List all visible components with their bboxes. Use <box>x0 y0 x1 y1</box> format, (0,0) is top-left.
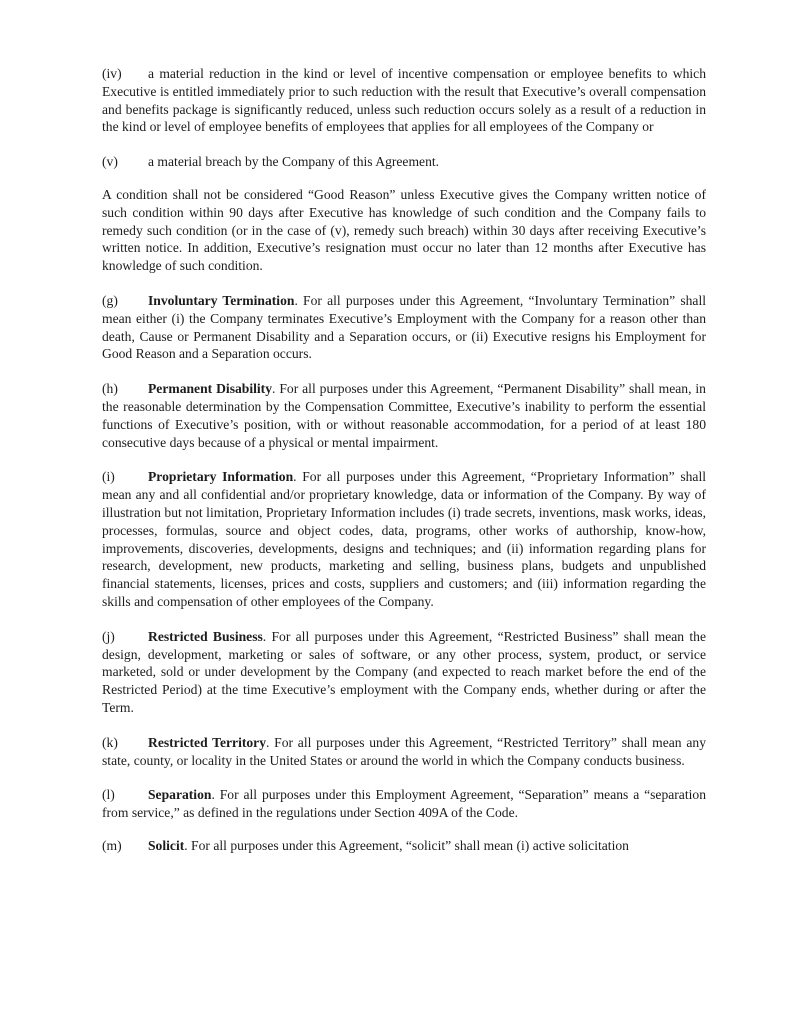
paragraph-marker: (i) <box>102 469 115 485</box>
paragraph-g-involuntary-termination <box>102 292 706 363</box>
paragraph-j-restricted-business <box>102 628 706 717</box>
paragraph-marker: (iv) <box>102 66 122 81</box>
paragraph-heading: Proprietary Information <box>148 469 294 485</box>
paragraph-text: a material reduction in the kind or level of incentive compensation or employee benefits to which Executive is entitled immediately prior to such reduction with the result that Executive’s overall compensation and benefits package is significantly reduced, unless such reduction occurs solely as a result of a reduction in the kind or level of employee benefits of employees that applies for all employees of the Company or <box>102 66 706 135</box>
paragraph-text: A condition shall not be considered “Good Reason” unless Executive gives the Company written notice of such condition within 90 days after Executive has knowledge of such condition and the Company fails to remedy such condition (or in the case of (v), remedy such breach) within 30 days after receiving Executive’s written notice. In addition, Executive’s resignation must occur no later than 12 months after Executive has knowledge of such condition. <box>102 186 706 274</box>
paragraph-iv <box>102 65 706 136</box>
paragraph-text: . For all purposes under this Agreement, “Restricted Business” shall mean the design, development, marketing or sales of software, or any other process, system, product, or service marketed, sold or under development by the Company (and expected to reach market before the end of the Restricted Period) at the time Executive’s employment with the Company ends, whether during or after the Term. <box>102 628 706 715</box>
paragraph-text: a material breach by the Company of this Agreement. <box>148 154 440 170</box>
paragraph-text: . For all purposes under this Agreement, “Involuntary Termination” shall mean either (i) the Company terminates Executive’s Employment with the Company for a reason other than death, Cause or Permanent Disability and a Separation occurs, or (ii) Executive resigns his Employment for Good Reason and a Separation occurs. <box>102 292 706 362</box>
paragraph-marker: (v) <box>102 154 118 170</box>
paragraph-heading: Separation <box>148 787 212 803</box>
paragraph-text: . For all purposes under this Agreement, “solicit” shall mean (i) active solicitation <box>184 837 629 853</box>
paragraph-good-reason-condition <box>102 186 706 275</box>
paragraph-v <box>102 153 706 171</box>
paragraph-heading: Permanent Disability <box>148 381 272 397</box>
paragraph-marker: (g) <box>102 292 118 308</box>
paragraph-h-permanent-disability <box>102 380 706 451</box>
paragraph-heading: Restricted Territory <box>148 734 266 750</box>
paragraph-i-proprietary-information <box>102 468 706 610</box>
paragraph-heading: Solicit <box>148 837 185 853</box>
paragraph-marker: (j) <box>102 628 115 644</box>
document-page <box>102 65 706 872</box>
paragraph-text: . For all purposes under this Agreement, “Proprietary Information” shall mean any and all confidential and/or proprietary knowledge, data or information of the Company. By way of illustration but not limitation, Proprietary Information includes (i) trade secrets, inventions, mask works, ideas, processes, formulas, source and object codes, data, programs, other works of authorship, know-how, improvements, discoveries, developments, designs and techniques; and (ii) information regarding plans for research, development, new products, marketing and selling, business plans, budgets and unpublished financial statements, licenses, prices and costs, suppliers and customers; and (iii) information regarding the skills and compensation of other employees of the Company. <box>102 469 707 609</box>
paragraph-marker: (h) <box>102 381 118 397</box>
paragraph-text: . For all purposes under this Employment Agreement, “Separation” means a “separation from service,” as defined in the regulations under Section 409A of the Code. <box>102 787 706 821</box>
paragraph-marker: (k) <box>102 734 118 750</box>
paragraph-m-solicit <box>102 837 706 855</box>
paragraph-marker: (m) <box>102 837 122 853</box>
paragraph-k-restricted-territory <box>102 734 706 770</box>
paragraph-heading: Involuntary Termination <box>148 292 295 308</box>
paragraph-text: . For all purposes under this Agreement, “Permanent Disability” shall mean, in the reasonable determination by the Compensation Committee, Executive’s inability to perform the essential functions of Executive’s position, with or without reasonable accommodation, for a period of at least 180 consecutive days because of a physical or mental impairment. <box>102 381 706 450</box>
paragraph-heading: Restricted Business <box>148 628 263 644</box>
paragraph-text: . For all purposes under this Agreement, “Restricted Territory” shall mean any state, county, or locality in the United States or around the world in which the Company conducts business. <box>102 734 706 768</box>
paragraph-l-separation <box>102 786 706 822</box>
paragraph-marker: (l) <box>102 787 115 803</box>
